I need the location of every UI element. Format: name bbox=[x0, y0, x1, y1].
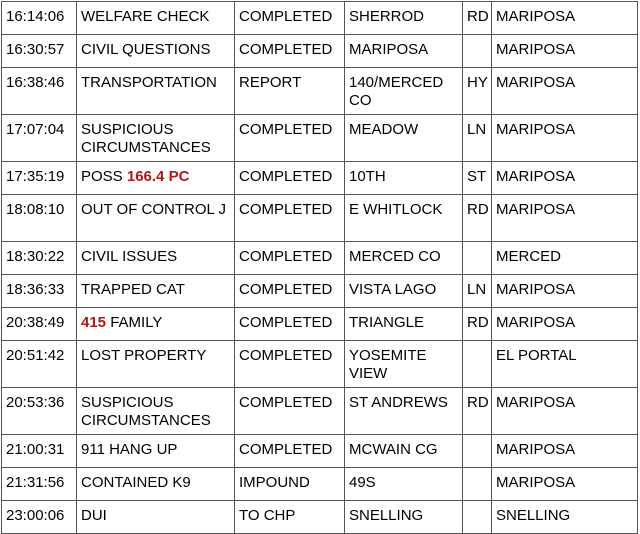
location-cell: YOSEMITE VIEW bbox=[345, 341, 463, 388]
city-cell: MARIPOSA bbox=[492, 68, 638, 115]
city-cell: EL PORTAL bbox=[492, 341, 638, 388]
city-cell: MARIPOSA bbox=[492, 468, 638, 501]
time-cell: 18:30:22 bbox=[2, 242, 77, 275]
table-row bbox=[2, 275, 638, 308]
description-cell bbox=[77, 275, 235, 308]
status-cell: COMPLETED bbox=[235, 275, 345, 308]
description-cell bbox=[77, 341, 235, 388]
city-cell: MARIPOSA bbox=[492, 275, 638, 308]
time-cell: 17:07:04 bbox=[2, 115, 77, 162]
status-cell: REPORT bbox=[235, 68, 345, 115]
table-row bbox=[2, 68, 638, 115]
description-cell bbox=[77, 115, 235, 162]
time-cell: 18:36:33 bbox=[2, 275, 77, 308]
status-cell: TO CHP bbox=[235, 501, 345, 534]
location-cell: MEADOW bbox=[345, 115, 463, 162]
description-text: CIVIL ISSUES bbox=[81, 248, 178, 265]
description-cell bbox=[77, 35, 235, 68]
table-row bbox=[2, 435, 638, 468]
status-cell: COMPLETED bbox=[235, 242, 345, 275]
description-text: DUI bbox=[81, 507, 107, 524]
street-type-cell bbox=[463, 35, 492, 68]
street-type-cell: RD bbox=[463, 308, 492, 341]
location-cell: MERCED CO bbox=[345, 242, 463, 275]
street-type-cell: RD bbox=[463, 388, 492, 435]
location-cell: E WHITLOCK bbox=[345, 195, 463, 242]
description-text: OUT OF CONTROL J bbox=[81, 201, 227, 218]
city-cell: SNELLING bbox=[492, 501, 638, 534]
street-type-cell bbox=[463, 341, 492, 388]
status-cell: COMPLETED bbox=[235, 2, 345, 35]
table-row bbox=[2, 2, 638, 35]
description-cell bbox=[77, 242, 235, 275]
street-type-cell: ST bbox=[463, 162, 492, 195]
description-cell bbox=[77, 468, 235, 501]
location-cell: VISTA LAGO bbox=[345, 275, 463, 308]
table-row bbox=[2, 195, 638, 242]
city-cell: MARIPOSA bbox=[492, 308, 638, 341]
description-cell bbox=[77, 501, 235, 534]
description-cell bbox=[77, 2, 235, 35]
status-cell: COMPLETED bbox=[235, 162, 345, 195]
table-row bbox=[2, 388, 638, 435]
time-cell: 20:51:42 bbox=[2, 341, 77, 388]
time-cell: 16:30:57 bbox=[2, 35, 77, 68]
time-cell: 20:38:49 bbox=[2, 308, 77, 341]
street-type-cell bbox=[463, 468, 492, 501]
penal-code: 415 bbox=[81, 314, 107, 331]
description-cell bbox=[77, 195, 235, 242]
status-cell: COMPLETED bbox=[235, 115, 345, 162]
street-type-cell: RD bbox=[463, 195, 492, 242]
call-log-table bbox=[1, 1, 638, 534]
city-cell: MARIPOSA bbox=[492, 115, 638, 162]
time-cell: 21:31:56 bbox=[2, 468, 77, 501]
description-cell bbox=[77, 388, 235, 435]
description-text: 911 HANG UP bbox=[81, 441, 178, 458]
city-cell: MARIPOSA bbox=[492, 435, 638, 468]
city-cell: MERCED bbox=[492, 242, 638, 275]
city-cell: MARIPOSA bbox=[492, 388, 638, 435]
description-text: CIVIL QUESTIONS bbox=[81, 41, 211, 58]
time-cell: 16:38:46 bbox=[2, 68, 77, 115]
time-cell: 16:14:06 bbox=[2, 2, 77, 35]
description-text: SUSPICIOUS CIRCUMSTANCES bbox=[81, 121, 211, 156]
table-row bbox=[2, 115, 638, 162]
location-cell: ST ANDREWS bbox=[345, 388, 463, 435]
street-type-cell: RD bbox=[463, 2, 492, 35]
location-cell: MARIPOSA bbox=[345, 35, 463, 68]
location-cell: 10TH bbox=[345, 162, 463, 195]
description-text: TRAPPED CAT bbox=[81, 281, 185, 298]
location-cell: TRIANGLE bbox=[345, 308, 463, 341]
description-text: SUSPICIOUS CIRCUMSTANCES bbox=[81, 394, 211, 429]
table-row bbox=[2, 242, 638, 275]
status-cell: IMPOUND bbox=[235, 468, 345, 501]
penal-code: 166.4 PC bbox=[126, 168, 190, 185]
status-cell: COMPLETED bbox=[235, 195, 345, 242]
location-cell: 140/MERCED CO bbox=[345, 68, 463, 115]
city-cell: MARIPOSA bbox=[492, 195, 638, 242]
description-text: POSS bbox=[81, 168, 127, 185]
table-row bbox=[2, 468, 638, 501]
description-text: LOST PROPERTY bbox=[81, 347, 207, 364]
status-cell: COMPLETED bbox=[235, 435, 345, 468]
status-cell: COMPLETED bbox=[235, 341, 345, 388]
street-type-cell bbox=[463, 501, 492, 534]
location-cell: MCWAIN CG bbox=[345, 435, 463, 468]
time-cell: 23:00:06 bbox=[2, 501, 77, 534]
city-cell: MARIPOSA bbox=[492, 35, 638, 68]
call-log-body bbox=[2, 2, 638, 534]
time-cell: 20:53:36 bbox=[2, 388, 77, 435]
description-text: CONTAINED K9 bbox=[81, 474, 191, 491]
city-cell: MARIPOSA bbox=[492, 2, 638, 35]
time-cell: 21:00:31 bbox=[2, 435, 77, 468]
location-cell: 49S bbox=[345, 468, 463, 501]
table-row bbox=[2, 162, 638, 195]
location-cell: SHERROD bbox=[345, 2, 463, 35]
description-text: FAMILY bbox=[106, 314, 163, 331]
street-type-cell: LN bbox=[463, 275, 492, 308]
description-cell bbox=[77, 308, 235, 341]
street-type-cell: LN bbox=[463, 115, 492, 162]
street-type-cell: HY bbox=[463, 68, 492, 115]
table-row bbox=[2, 35, 638, 68]
location-cell: SNELLING bbox=[345, 501, 463, 534]
time-cell: 17:35:19 bbox=[2, 162, 77, 195]
description-text: TRANSPORTATION bbox=[81, 74, 217, 91]
table-row bbox=[2, 308, 638, 341]
street-type-cell bbox=[463, 242, 492, 275]
table-row bbox=[2, 501, 638, 534]
status-cell: COMPLETED bbox=[235, 308, 345, 341]
table-row bbox=[2, 341, 638, 388]
time-cell: 18:08:10 bbox=[2, 195, 77, 242]
status-cell: COMPLETED bbox=[235, 35, 345, 68]
description-cell bbox=[77, 68, 235, 115]
description-cell bbox=[77, 435, 235, 468]
description-text: WELFARE CHECK bbox=[81, 8, 210, 25]
status-cell: COMPLETED bbox=[235, 388, 345, 435]
street-type-cell bbox=[463, 435, 492, 468]
city-cell: MARIPOSA bbox=[492, 162, 638, 195]
description-cell bbox=[77, 162, 235, 195]
